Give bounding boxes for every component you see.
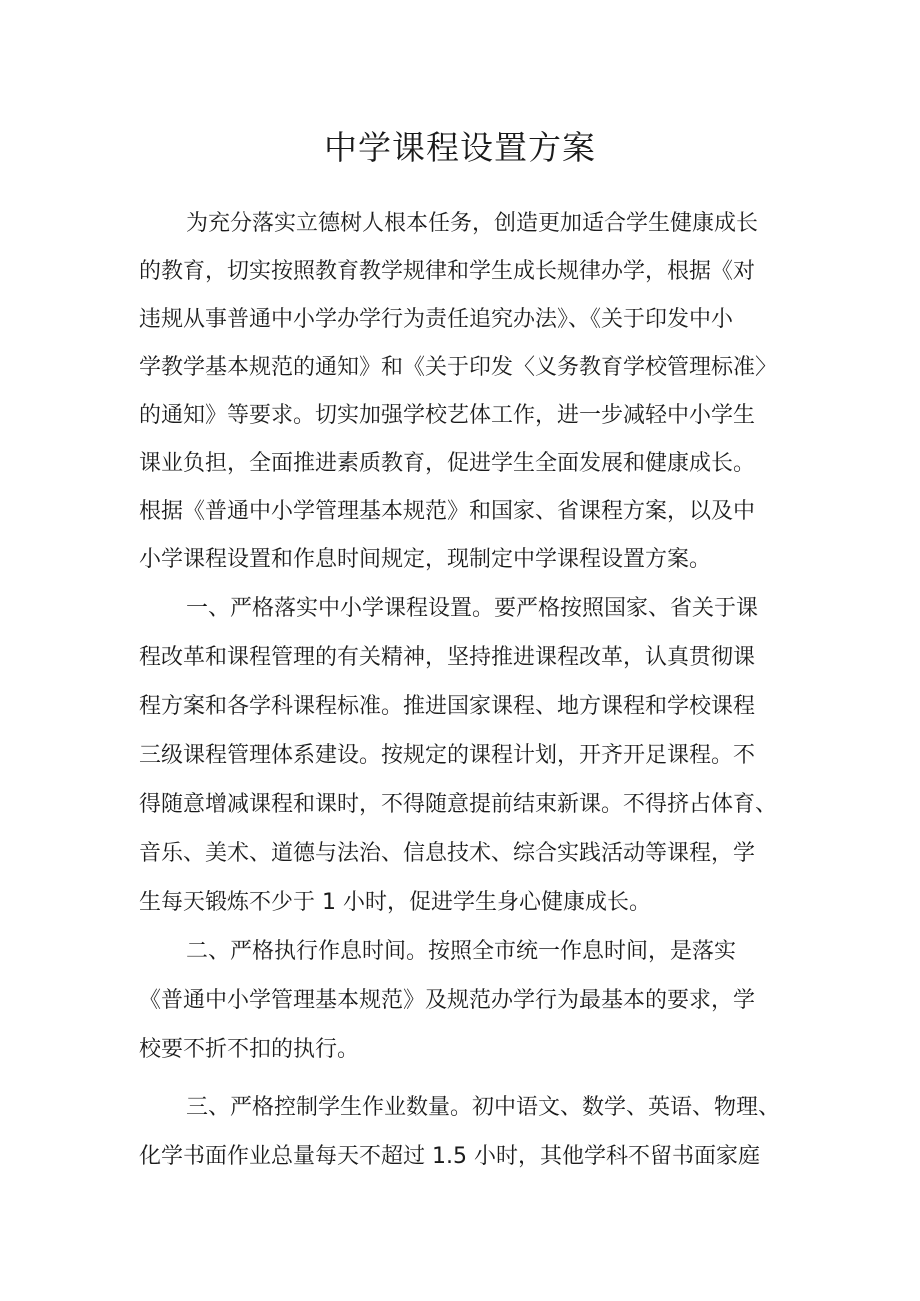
section2-line-2: 《普通中小学管理基本规范》及规范办学行为最基本的要求，学: [139, 988, 756, 1013]
section1-line-2: 程改革和课程管理的有关精神，坚持推进课程改革，认真贯彻课: [139, 645, 756, 670]
section3-line-1: 三、严格控制学生作业数量。初中语文、数学、英语、物理、: [186, 1095, 781, 1120]
section2-line-3: 校要不折不扣的执行。: [139, 1037, 360, 1062]
section1-line-3: 程方案和各学科课程标准。推进国家课程、地方课程和学校课程: [139, 694, 756, 719]
section1-line-5: 得随意增减课程和课时，不得随意提前结束新课。不得挤占体育、: [139, 792, 778, 817]
section1-line-7: 生每天锻炼不少于 1 小时，促进学生身心健康成长。: [139, 890, 651, 915]
intro-line-8: 小学课程设置和作息时间规定，现制定中学课程设置方案。: [139, 547, 712, 572]
section1-line-4: 三级课程管理体系建设。按规定的课程计划，开齐开足课程。不: [139, 743, 756, 768]
section1-line-6: 音乐、美术、道德与法治、信息技术、综合实践活动等课程，学: [139, 841, 756, 866]
intro-line-3: 违规从事普通中小学办学行为责任追究办法》、《关于印发中小: [139, 307, 734, 332]
section2-line-1: 二、严格执行作息时间。按照全市统一作息时间，是落实: [186, 939, 737, 964]
intro-line-4: 学教学基本规范的通知》和《关于印发〈义务教育学校管理标准〉: [139, 355, 778, 380]
section3-line-2: 化学书面作业总量每天不超过 1.5 小时，其他学科不留书面家庭: [139, 1144, 760, 1169]
intro-line-5: 的通知》等要求。切实加强学校艺体工作，进一步减轻中小学生: [139, 403, 756, 428]
document-title: 中学课程设置方案: [324, 128, 596, 167]
intro-line-7: 根据《普通中小学管理基本规范》和国家、省课程方案，以及中: [139, 499, 756, 524]
intro-line-2: 的教育，切实按照教育教学规律和学生成长规律办学，根据《对: [139, 259, 756, 284]
section1-line-1: 一、严格落实中小学课程设置。要严格按照国家、省关于课: [186, 596, 759, 621]
intro-line-6: 课业负担，全面推进素质教育，促进学生全面发展和健康成长。: [139, 451, 756, 476]
intro-line-1: 为充分落实立德树人根本任务，创造更加适合学生健康成长: [186, 211, 759, 236]
